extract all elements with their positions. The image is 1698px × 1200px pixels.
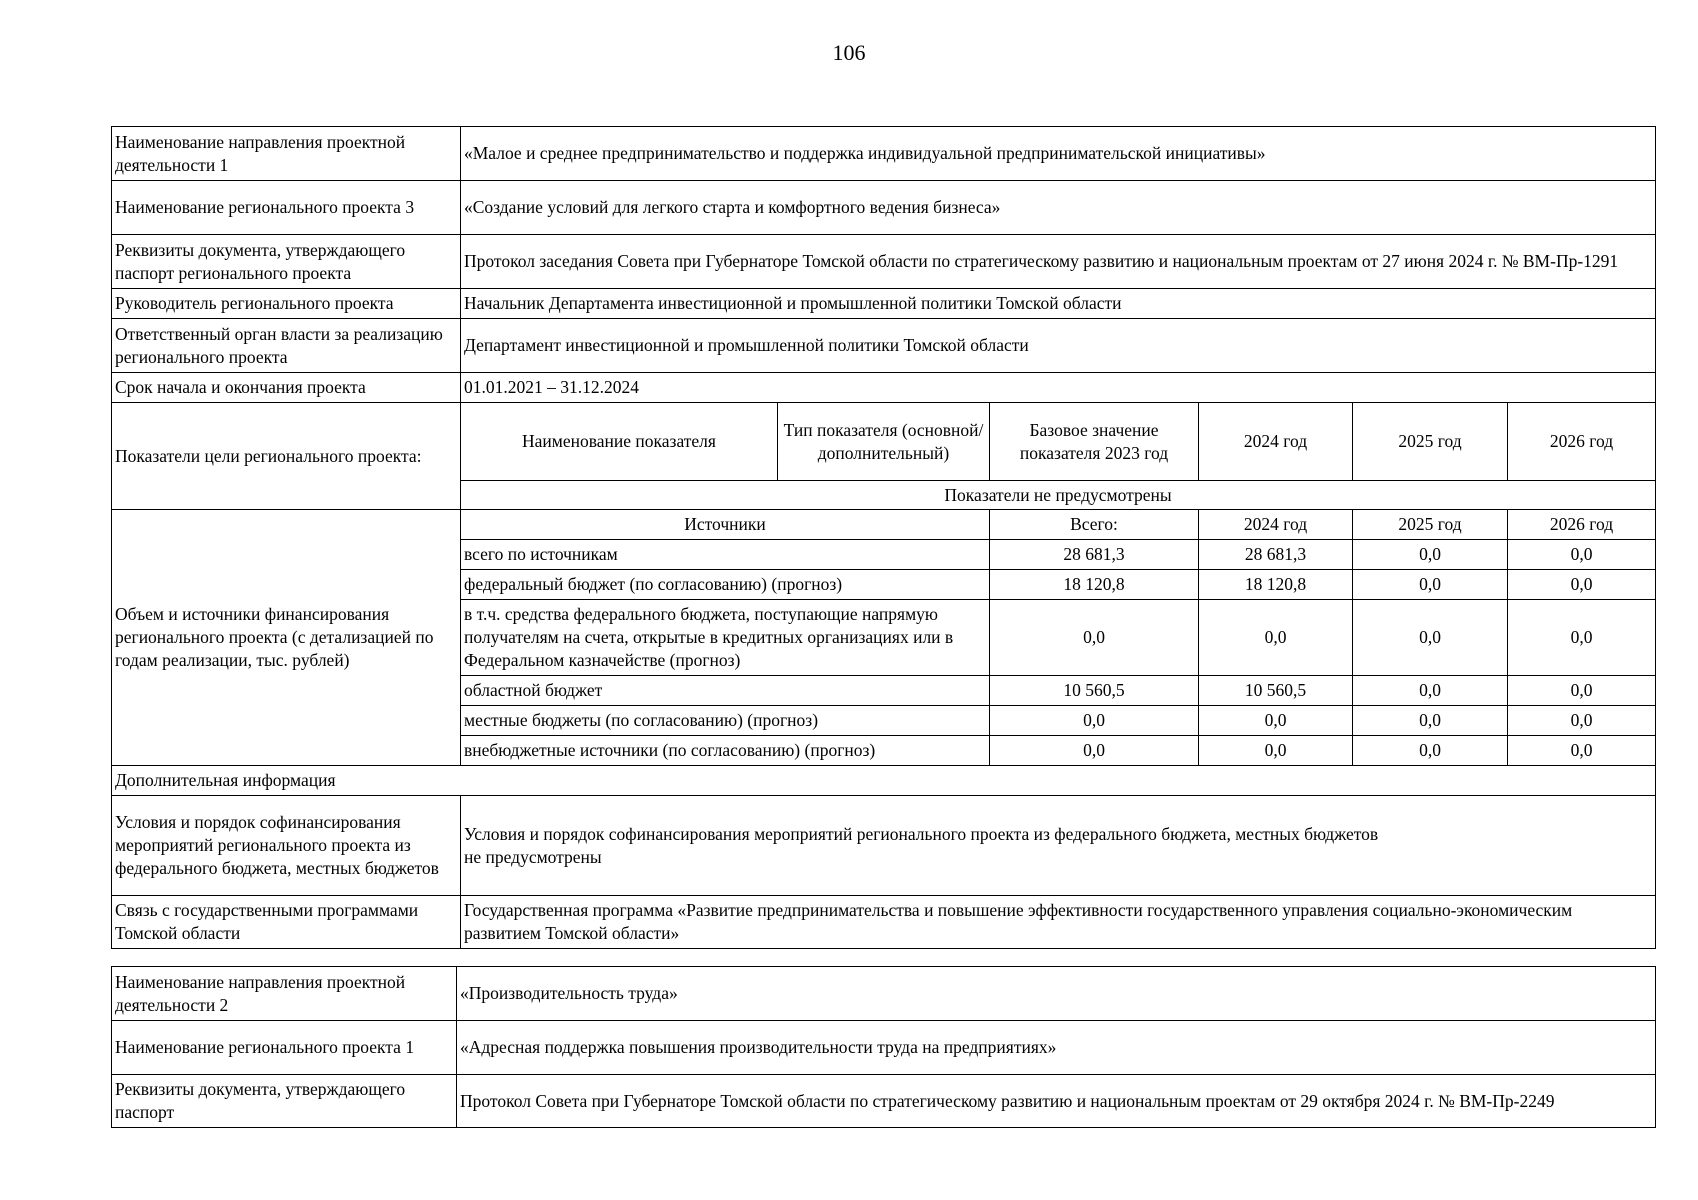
indicators-label: Показатели цели регионального проекта: [112,403,461,510]
page-number: 106 [832,40,866,65]
finance-2024: 28 681,3 [1199,540,1353,570]
finance-2025: 0,0 [1353,570,1508,600]
direction-value: «Производительность труда» [457,967,1656,1021]
finance-2025: 0,0 [1353,676,1508,706]
finance-header-row [112,510,1656,540]
finance-2025: 0,0 [1353,706,1508,736]
project-passport-table-1 [111,126,1656,949]
finance-total: 0,0 [990,600,1199,676]
indicators-col-2024: 2024 год [1199,403,1353,481]
direction-value: «Малое и среднее предпринимательство и поддержка индивидуальной предпринимательской инициативы» [461,127,1656,181]
finance-source: федеральный бюджет (по согласованию) (прогноз) [461,570,990,600]
document-value: Протокол Совета при Губернаторе Томской области по стратегическому развитию и национальным проектам от 29 октября 2024 г. № ВМ-Пр-2249 [457,1075,1656,1128]
finance-total: 10 560,5 [990,676,1199,706]
finance-2025: 0,0 [1353,736,1508,766]
finance-label: Объем и источники финансирования регионального проекта (с детализацией по годам реализации, тыс. рублей) [112,510,461,766]
finance-total: 0,0 [990,706,1199,736]
finance-2026: 0,0 [1508,600,1656,676]
finance-source: внебюджетные источники (по согласованию) (прогноз) [461,736,990,766]
term-value: 01.01.2021 – 31.12.2024 [461,373,1656,403]
responsible-label: Ответственный орган власти за реализацию регионального проекта [112,319,461,373]
cofinancing-label: Условия и порядок софинансирования мероприятий регионального проекта из федерального бюджета, местных бюджетов [112,796,461,896]
finance-total: 28 681,3 [990,540,1199,570]
programs-row [112,896,1656,949]
finance-2024: 18 120,8 [1199,570,1353,600]
finance-source: всего по источникам [461,540,990,570]
finance-source: областной бюджет [461,676,990,706]
direction-label: Наименование направления проектной деятельности 2 [112,967,457,1021]
project-row [112,1021,1656,1075]
finance-2024: 0,0 [1199,706,1353,736]
finance-2026: 0,0 [1508,540,1656,570]
document-label: Реквизиты документа, утверждающего паспорт регионального проекта [112,235,461,289]
direction-row [112,967,1656,1021]
finance-source: в т.ч. средства федерального бюджета, поступающие напрямую получателям на счета, открытые в кредитных организациях или в Федеральном казначействе (прогноз) [461,600,990,676]
direction-label: Наименование направления проектной деятельности 1 [112,127,461,181]
project-row [112,181,1656,235]
cofinancing-value [461,796,1656,896]
responsible-row [112,319,1656,373]
additional-info: Дополнительная информация [112,766,1656,796]
responsible-value: Департамент инвестиционной и промышленной политики Томской области [461,319,1656,373]
finance-total: 18 120,8 [990,570,1199,600]
cofinancing-value-line2: не предусмотрены [464,846,602,867]
finance-2024: 10 560,5 [1199,676,1353,706]
finance-2025: 0,0 [1353,600,1508,676]
project-value: «Адресная поддержка повышения производительности труда на предприятиях» [457,1021,1656,1075]
document-row [112,1075,1656,1128]
finance-2026: 0,0 [1508,676,1656,706]
direction-row [112,127,1656,181]
indicators-col-name: Наименование показателя [461,403,778,481]
finance-2024: 0,0 [1199,736,1353,766]
cofinancing-value-line1: Условия и порядок софинансирования мероприятий регионального проекта из федерального бюджета, местных бюджетов [464,823,1379,844]
indicators-note: Показатели не предусмотрены [461,481,1656,510]
cofinancing-row [112,796,1656,896]
term-row [112,373,1656,403]
document-row [112,235,1656,289]
head-label: Руководитель регионального проекта [112,289,461,319]
additional-info-row [112,766,1656,796]
programs-value: Государственная программа «Развитие предпринимательства и повышение эффективности государственного управления социально-экономическим развитием Томской области» [461,896,1656,949]
indicators-col-type: Тип показателя (основной/ дополнительный) [778,403,990,481]
finance-2026: 0,0 [1508,736,1656,766]
finance-2025: 0,0 [1353,540,1508,570]
head-value: Начальник Департамента инвестиционной и промышленной политики Томской области [461,289,1656,319]
finance-source: местные бюджеты (по согласованию) (прогноз) [461,706,990,736]
project-value: «Создание условий для легкого старта и комфортного ведения бизнеса» [461,181,1656,235]
finance-col-2024: 2024 год [1199,510,1353,540]
project-label: Наименование регионального проекта 3 [112,181,461,235]
finance-2026: 0,0 [1508,570,1656,600]
finance-2024: 0,0 [1199,600,1353,676]
finance-col-total: Всего: [990,510,1199,540]
finance-col-2026: 2026 год [1508,510,1656,540]
term-label: Срок начала и окончания проекта [112,373,461,403]
finance-2026: 0,0 [1508,706,1656,736]
finance-col-2025: 2025 год [1353,510,1508,540]
indicators-header-row [112,403,1656,481]
programs-label: Связь с государственными программами Томской области [112,896,461,949]
project-passport-table-2 [111,966,1656,1128]
indicators-col-2026: 2026 год [1508,403,1656,481]
indicators-col-base: Базовое значение показателя 2023 год [990,403,1199,481]
document-label: Реквизиты документа, утверждающего паспорт [112,1075,457,1128]
head-row [112,289,1656,319]
finance-col-sources: Источники [461,510,990,540]
indicators-col-2025: 2025 год [1353,403,1508,481]
project-label: Наименование регионального проекта 1 [112,1021,457,1075]
finance-total: 0,0 [990,736,1199,766]
document-value: Протокол заседания Совета при Губернаторе Томской области по стратегическому развитию и национальным проектам от 27 июня 2024 г. № ВМ-Пр-1291 [461,235,1656,289]
